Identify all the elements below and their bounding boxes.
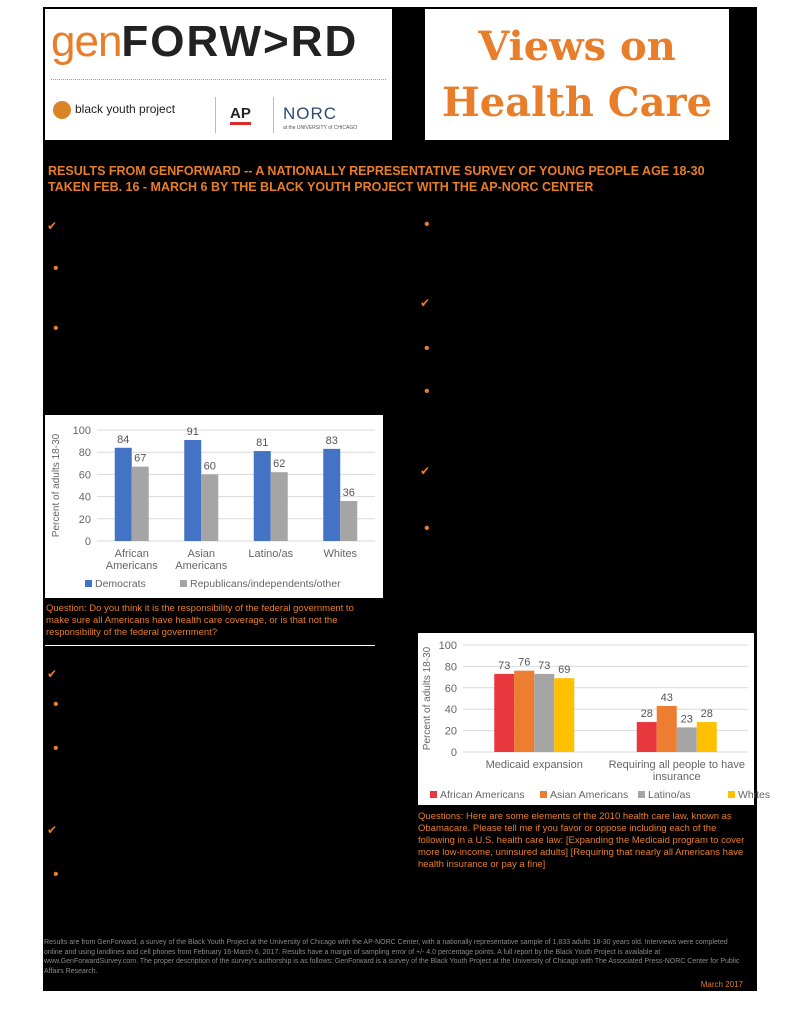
chart2 <box>418 633 771 805</box>
data-label: 62 <box>273 458 286 471</box>
check-icon: ✔ <box>420 296 431 310</box>
page-title-line2: Health Care <box>441 79 713 126</box>
separator <box>273 97 274 133</box>
data-label: 67 <box>134 452 147 465</box>
ap-logo: AP <box>230 105 251 125</box>
data-label: 69 <box>558 664 571 677</box>
bullet-icon: • <box>424 520 430 537</box>
norc-subtitle: at the UNIVERSITY of CHICAGO <box>283 125 358 131</box>
y-tick-label: 100 <box>72 425 91 437</box>
bar <box>254 451 271 541</box>
y-tick-label: 40 <box>78 491 91 504</box>
title-panel <box>425 9 729 140</box>
legend-swatch <box>85 580 92 587</box>
data-label: 84 <box>117 433 130 446</box>
x-tick-label: Medicaid expansion <box>485 759 583 771</box>
y-tick-label: 0 <box>84 536 91 548</box>
bullet-icon: • <box>424 216 430 233</box>
bar <box>637 722 657 752</box>
legend-swatch <box>430 791 437 798</box>
bar <box>657 706 677 752</box>
data-label: 36 <box>342 487 355 500</box>
legend-label: Whites <box>738 789 771 801</box>
bullet-icon: • <box>53 740 59 757</box>
page-title-line1: Views on <box>478 23 676 70</box>
bar <box>514 671 534 752</box>
y-axis-label: Percent of adults 18-30 <box>51 433 62 538</box>
check-icon: ✔ <box>47 219 58 233</box>
chart1 <box>45 415 383 598</box>
y-tick-label: 100 <box>438 640 457 652</box>
y-tick-label: 80 <box>78 447 91 460</box>
legend-label: Asian Americans <box>550 789 629 801</box>
data-label: 43 <box>660 691 673 704</box>
data-label: 28 <box>640 708 653 721</box>
x-tick-label: Latino/as <box>248 548 294 560</box>
bar <box>697 722 717 752</box>
bullet-icon: • <box>424 340 430 357</box>
chart2-question: Questions: Here are some elements of the 2010 health care law, known as Obamacare. Please tell me if you favor or oppose including each of the following in a U.S. health care law: [Expanding the Medicaid program to cover more low-income, uninsured adults] [Requiring that nearly all Americans have health insurance or pay a fine] <box>418 811 745 870</box>
check-icon: ✔ <box>47 823 58 837</box>
y-tick-label: 60 <box>444 682 457 695</box>
data-label: 23 <box>680 713 693 726</box>
bar <box>534 674 554 752</box>
legend-swatch <box>540 791 547 798</box>
separator <box>215 97 216 133</box>
byp-logo <box>53 101 175 119</box>
chart1-question-underline <box>45 645 375 646</box>
legend-swatch <box>728 791 735 798</box>
y-tick-label: 20 <box>444 725 457 738</box>
bullet-icon: • <box>53 866 59 883</box>
data-label: 73 <box>538 659 551 672</box>
legend-label: Democrats <box>95 578 146 590</box>
data-label: 83 <box>325 434 338 447</box>
legend-label: Republicans/independents/other <box>190 578 341 590</box>
legend-swatch <box>180 580 187 587</box>
logo-gen-text: gen <box>51 17 122 66</box>
y-tick-label: 40 <box>444 704 457 717</box>
bar <box>201 474 218 541</box>
x-tick-label: insurance <box>652 771 701 783</box>
legend-label: Latino/as <box>648 789 691 801</box>
genforward-logo <box>51 17 358 67</box>
y-tick-label: 80 <box>444 661 457 674</box>
bar <box>115 448 132 541</box>
x-tick-label: Americans <box>175 560 228 572</box>
bullet-icon: • <box>53 260 59 277</box>
x-tick-label: Whites <box>323 548 358 560</box>
data-label: 91 <box>186 425 199 438</box>
x-tick-label: Asian <box>187 548 216 560</box>
legend-swatch <box>638 791 645 798</box>
logo-divider <box>51 79 386 80</box>
byp-icon <box>53 101 71 119</box>
bullet-icon: • <box>53 696 59 713</box>
x-tick-label: Requiring all people to have <box>608 759 745 771</box>
bar <box>132 467 149 541</box>
chart2-panel <box>418 633 771 805</box>
legend-label: African Americans <box>440 789 525 801</box>
data-label: 28 <box>700 708 713 721</box>
chart1-panel <box>45 415 383 598</box>
x-tick-label: Americans <box>105 560 158 572</box>
bar <box>271 472 288 541</box>
footer-note: Results are from GenForward, a survey of the Black Youth Project at the University of Chicago with the AP-NORC Center, with a nationally representative sample of 1,833 adults 18-30 years old. Interviews were completed online and using landlines and cell phones from February 16-March 6, 2017. Results have a margin of sampling error of +/- 4.0 percentage points. A full report by the Black Youth Project is available at www.GenForwardSurvey.com. The proper description of the survey's authorship is as follows: GenForward is a survey of the Black Youth Project at the University of Chicago with The Associated Press-NORC Center for Public Affairs Research. <box>44 939 740 975</box>
data-label: 73 <box>498 659 511 672</box>
y-tick-label: 20 <box>78 513 91 526</box>
bar <box>323 449 340 541</box>
check-icon: ✔ <box>47 667 58 681</box>
bar <box>340 501 357 541</box>
byp-text: black youth project <box>75 102 176 117</box>
y-axis-label: Percent of adults 18-30 <box>422 646 433 751</box>
date-label: March 2017 <box>700 980 743 989</box>
bar <box>184 440 201 541</box>
headline: RESULTS FROM GENFORWARD -- A NATIONALLY REPRESENTATIVE SURVEY OF YOUNG PEOPLE AGE 18-30 TAKEN FEB. 16 - MARCH 6 BY THE BLACK YOUTH PROJECT WITH THE AP-NORC CENTER <box>48 164 705 194</box>
bar <box>677 727 697 752</box>
logo-panel <box>45 9 392 140</box>
data-label: 60 <box>203 460 216 473</box>
x-tick-label: African <box>114 548 149 560</box>
bullet-icon: • <box>424 383 430 400</box>
chart1-question: Question: Do you think it is the responsibility of the federal government to make sure all Americans have health care coverage, or is that not the responsibility of the federal government? <box>46 603 354 638</box>
check-icon: ✔ <box>420 464 431 478</box>
bar <box>554 678 574 752</box>
y-tick-label: 0 <box>450 747 457 759</box>
bullet-icon: • <box>53 320 59 337</box>
logo-forward-text: FORW>RD <box>121 17 359 66</box>
data-label: 81 <box>256 437 269 450</box>
y-tick-label: 60 <box>78 469 91 482</box>
bar <box>494 674 514 752</box>
norc-logo: NORC <box>283 104 338 123</box>
data-label: 76 <box>518 656 531 669</box>
